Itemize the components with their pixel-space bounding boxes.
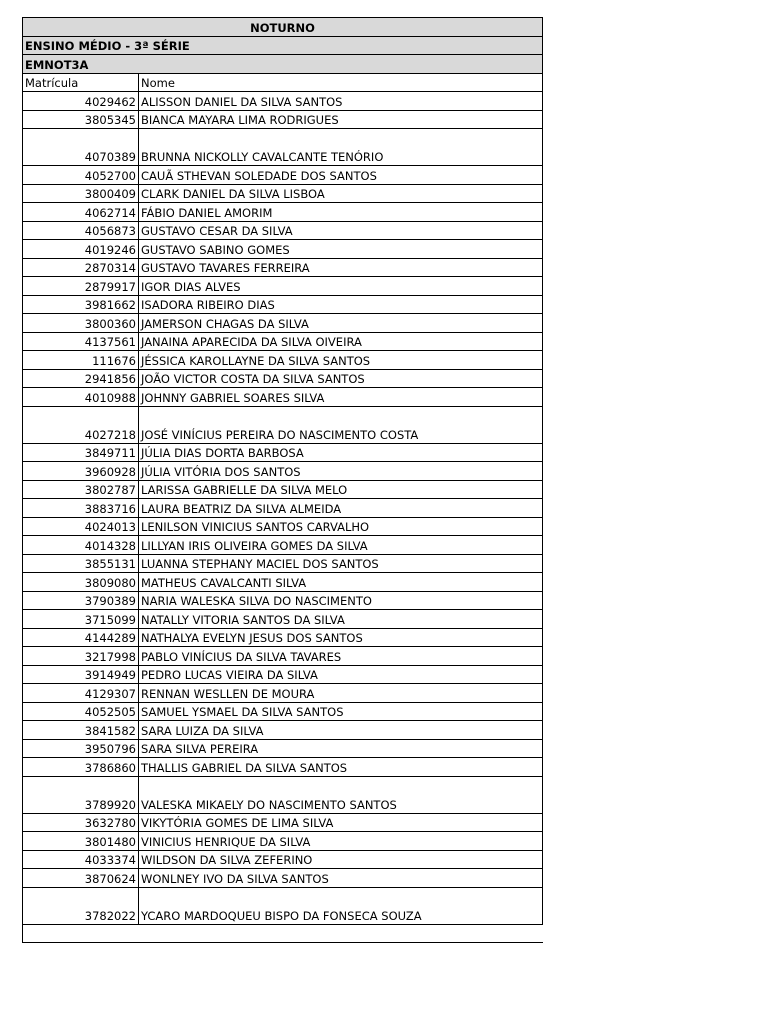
column-header-matricula[interactable]: Matrícula <box>23 73 139 92</box>
nome-cell[interactable]: LAURA BEATRIZ DA SILVA ALMEIDA <box>139 499 543 518</box>
table-row <box>23 517 543 536</box>
empty-cell[interactable] <box>23 924 139 943</box>
empty-cell[interactable] <box>139 924 543 943</box>
table-row <box>23 869 543 888</box>
table-row <box>23 332 543 351</box>
nome-cell[interactable]: SARA LUIZA DA SILVA <box>139 721 543 740</box>
table-row <box>23 388 543 407</box>
matricula-cell[interactable]: 3632780 <box>23 813 139 832</box>
shift-title[interactable]: NOTURNO <box>23 18 543 37</box>
table-row <box>23 240 543 259</box>
table-row <box>23 129 543 166</box>
nome-cell[interactable]: CAUÃ STHEVAN SOLEDADE DOS SANTOS <box>139 166 543 185</box>
matricula-cell[interactable]: 3805345 <box>23 110 139 129</box>
matricula-cell[interactable]: 4029462 <box>23 92 139 111</box>
matricula-cell[interactable]: 4027218 <box>23 406 139 443</box>
table-row <box>23 166 543 185</box>
matricula-cell[interactable]: 2941856 <box>23 369 139 388</box>
table-row <box>23 499 543 518</box>
shift-row <box>23 18 543 37</box>
nome-cell[interactable]: LARISSA GABRIELLE DA SILVA MELO <box>139 480 543 499</box>
matricula-cell[interactable]: 3800409 <box>23 184 139 203</box>
table-row <box>23 110 543 129</box>
matricula-cell[interactable]: 3849711 <box>23 443 139 462</box>
nome-cell[interactable]: LUANNA STEPHANY MACIEL DOS SANTOS <box>139 554 543 573</box>
nome-cell[interactable]: THALLIS GABRIEL DA SILVA SANTOS <box>139 758 543 777</box>
matricula-cell[interactable]: 3841582 <box>23 721 139 740</box>
nome-cell[interactable]: CLARK DANIEL DA SILVA LISBOA <box>139 184 543 203</box>
matricula-cell[interactable]: 3800360 <box>23 314 139 333</box>
matricula-cell[interactable]: 4019246 <box>23 240 139 259</box>
table-row <box>23 314 543 333</box>
student-roster-table <box>22 17 543 943</box>
nome-cell[interactable]: JÚLIA DIAS DORTA BARBOSA <box>139 443 543 462</box>
empty-row <box>23 924 543 943</box>
nome-cell[interactable]: BIANCA MAYARA LIMA RODRIGUES <box>139 110 543 129</box>
matricula-cell[interactable]: 3981662 <box>23 295 139 314</box>
table-row <box>23 665 543 684</box>
nome-cell[interactable]: WONLNEY IVO DA SILVA SANTOS <box>139 869 543 888</box>
table-row <box>23 739 543 758</box>
matricula-cell[interactable]: 3914949 <box>23 665 139 684</box>
nome-cell[interactable]: FÁBIO DANIEL AMORIM <box>139 203 543 222</box>
nome-cell[interactable]: LILLYAN IRIS OLIVEIRA GOMES DA SILVA <box>139 536 543 555</box>
table-row <box>23 258 543 277</box>
table-row <box>23 628 543 647</box>
table-row <box>23 184 543 203</box>
table-row <box>23 591 543 610</box>
table-row <box>23 776 543 813</box>
table-row <box>23 462 543 481</box>
table-row <box>23 406 543 443</box>
table-row <box>23 813 543 832</box>
matricula-cell[interactable]: 3883716 <box>23 499 139 518</box>
table-row <box>23 610 543 629</box>
nome-cell[interactable]: VINICIUS HENRIQUE DA SILVA <box>139 832 543 851</box>
table-row <box>23 221 543 240</box>
column-header-nome[interactable]: Nome <box>139 73 543 92</box>
nome-cell[interactable]: RENNAN WESLLEN DE MOURA <box>139 684 543 703</box>
matricula-cell[interactable]: 3786860 <box>23 758 139 777</box>
roster-body <box>23 18 543 943</box>
table-row <box>23 758 543 777</box>
matricula-cell[interactable]: 4070389 <box>23 129 139 166</box>
nome-cell[interactable]: JOÃO VICTOR COSTA DA SILVA SANTOS <box>139 369 543 388</box>
class-row <box>23 55 543 74</box>
matricula-cell[interactable]: 4137561 <box>23 332 139 351</box>
table-row <box>23 647 543 666</box>
matricula-cell[interactable]: 4014328 <box>23 536 139 555</box>
table-row <box>23 702 543 721</box>
matricula-cell[interactable]: 4144289 <box>23 628 139 647</box>
matricula-cell[interactable]: 4056873 <box>23 221 139 240</box>
nome-cell[interactable]: GUSTAVO TAVARES FERREIRA <box>139 258 543 277</box>
nome-cell[interactable]: BRUNNA NICKOLLY CAVALCANTE TENÓRIO <box>139 129 543 166</box>
nome-cell[interactable]: SAMUEL YSMAEL DA SILVA SANTOS <box>139 702 543 721</box>
table-row <box>23 536 543 555</box>
table-row <box>23 443 543 462</box>
column-header-row <box>23 73 543 92</box>
nome-cell[interactable]: NARIA WALESKA SILVA DO NASCIMENTO <box>139 591 543 610</box>
nome-cell[interactable]: PEDRO LUCAS VIEIRA DA SILVA <box>139 665 543 684</box>
table-row <box>23 369 543 388</box>
matricula-cell[interactable]: 3802787 <box>23 480 139 499</box>
nome-cell[interactable]: SARA SILVA PEREIRA <box>139 739 543 758</box>
nome-cell[interactable]: WILDSON DA SILVA ZEFERINO <box>139 850 543 869</box>
matricula-cell[interactable]: 4010988 <box>23 388 139 407</box>
table-row <box>23 850 543 869</box>
matricula-cell[interactable]: 3960928 <box>23 462 139 481</box>
nome-cell[interactable]: JOSÉ VINÍCIUS PEREIRA DO NASCIMENTO COSTA <box>139 406 543 443</box>
matricula-cell[interactable]: 111676 <box>23 351 139 370</box>
matricula-cell[interactable]: 3715099 <box>23 610 139 629</box>
matricula-cell[interactable]: 3217998 <box>23 647 139 666</box>
table-row <box>23 887 543 924</box>
matricula-cell[interactable]: 2870314 <box>23 258 139 277</box>
table-row <box>23 295 543 314</box>
matricula-cell[interactable]: 3870624 <box>23 869 139 888</box>
table-row <box>23 721 543 740</box>
matricula-cell[interactable]: 4062714 <box>23 203 139 222</box>
nome-cell[interactable]: LENILSON VINICIUS SANTOS CARVALHO <box>139 517 543 536</box>
matricula-cell[interactable]: 3790389 <box>23 591 139 610</box>
nome-cell[interactable]: VALESKA MIKAELY DO NASCIMENTO SANTOS <box>139 776 543 813</box>
table-row <box>23 92 543 111</box>
matricula-cell[interactable]: 3782022 <box>23 887 139 924</box>
table-row <box>23 832 543 851</box>
table-row <box>23 277 543 296</box>
table-row <box>23 684 543 703</box>
table-row <box>23 203 543 222</box>
nome-cell[interactable]: GUSTAVO SABINO GOMES <box>139 240 543 259</box>
level-row <box>23 36 543 55</box>
table-row <box>23 554 543 573</box>
nome-cell[interactable]: JÉSSICA KAROLLAYNE DA SILVA SANTOS <box>139 351 543 370</box>
matricula-cell[interactable]: 4129307 <box>23 684 139 703</box>
matricula-cell[interactable]: 3809080 <box>23 573 139 592</box>
matricula-cell[interactable]: 4052505 <box>23 702 139 721</box>
matricula-cell[interactable]: 2879917 <box>23 277 139 296</box>
nome-cell[interactable]: YCARO MARDOQUEU BISPO DA FONSECA SOUZA <box>139 887 543 924</box>
nome-cell[interactable]: JANAINA APARECIDA DA SILVA OIVEIRA <box>139 332 543 351</box>
nome-cell[interactable]: PABLO VINÍCIUS DA SILVA TAVARES <box>139 647 543 666</box>
matricula-cell[interactable]: 3801480 <box>23 832 139 851</box>
nome-cell[interactable]: IGOR DIAS ALVES <box>139 277 543 296</box>
nome-cell[interactable]: VIKYTÓRIA GOMES DE LIMA SILVA <box>139 813 543 832</box>
matricula-cell[interactable]: 4033374 <box>23 850 139 869</box>
table-row <box>23 480 543 499</box>
nome-cell[interactable]: MATHEUS CAVALCANTI SILVA <box>139 573 543 592</box>
nome-cell[interactable]: NATHALYA EVELYN JESUS DOS SANTOS <box>139 628 543 647</box>
nome-cell[interactable]: ALISSON DANIEL DA SILVA SANTOS <box>139 92 543 111</box>
nome-cell[interactable]: JAMERSON CHAGAS DA SILVA <box>139 314 543 333</box>
class-code[interactable]: EMNOT3A <box>23 55 543 74</box>
nome-cell[interactable]: ISADORA RIBEIRO DIAS <box>139 295 543 314</box>
matricula-cell[interactable]: 4024013 <box>23 517 139 536</box>
matricula-cell[interactable]: 3789920 <box>23 776 139 813</box>
nome-cell[interactable]: JOHNNY GABRIEL SOARES SILVA <box>139 388 543 407</box>
matricula-cell[interactable]: 3855131 <box>23 554 139 573</box>
matricula-cell[interactable]: 3950796 <box>23 739 139 758</box>
nome-cell[interactable]: JÚLIA VITÓRIA DOS SANTOS <box>139 462 543 481</box>
nome-cell[interactable]: GUSTAVO CESAR DA SILVA <box>139 221 543 240</box>
matricula-cell[interactable]: 4052700 <box>23 166 139 185</box>
level-title[interactable]: ENSINO MÉDIO - 3ª SÉRIE <box>23 36 543 55</box>
table-row <box>23 573 543 592</box>
nome-cell[interactable]: NATALLY VITORIA SANTOS DA SILVA <box>139 610 543 629</box>
table-row <box>23 351 543 370</box>
